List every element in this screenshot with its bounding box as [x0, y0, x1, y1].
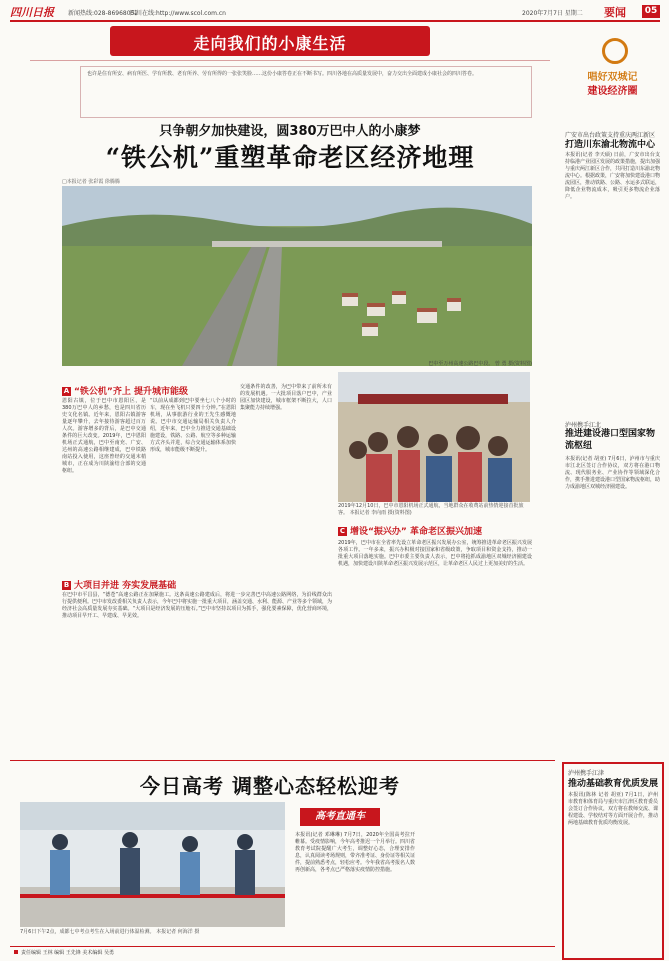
- masthead: [10, 4, 660, 22]
- sidebar-title-3: 推动基础教育优质发展: [568, 779, 659, 789]
- bottom-text: 本报讯(记者 邓琳琳) 7月7日，2020年全国高考拉开帷幕。受疫情影响，今年高考推迟一个月举行。四川省教育考试院提醒广大考生，调整好心态，合理安排作息，认真阅读考场规则，带齐准考证、身份证等相关证件，提前熟悉考点，轻松应考。今年我省高考报名人数再创新高，各考点已严格落实疫情防控措施。: [295, 832, 416, 873]
- issue-date: 2020年7月7日 星期二: [522, 10, 583, 17]
- highway-photo: [62, 186, 532, 366]
- toll-photo-graphic: [338, 372, 530, 502]
- divider: [30, 60, 550, 61]
- photo-caption-1: 巴中至万州高速公路巴中段。 曾 勇 摄(资料图): [428, 361, 532, 367]
- section-c-mark: C: [339, 527, 346, 535]
- column-title: 走向我们的小康生活: [193, 34, 347, 53]
- logo-ring-icon: [602, 38, 628, 64]
- photo-caption-3: 7月6日下午2点，成都七中考点考生在入场前进行体温检测。 本报记者 何海洋 摄: [20, 929, 200, 935]
- exam-photo-graphic: [20, 802, 285, 927]
- side-logo-line2: 建设经济圈: [587, 86, 638, 97]
- exam-photo: [20, 802, 285, 927]
- sidebar-head-2: 泸州携手江北: [565, 422, 602, 429]
- section-a-title: “铁公机”齐上 提升城市能级: [74, 387, 188, 397]
- sidebar-title-1: 打造川东渝北物流中心: [565, 140, 656, 150]
- main-title: “铁公机”重塑革命老区经济地理: [105, 143, 475, 172]
- section-b-text: 在巴中市平昌县，“德苍”高速公路正在加紧施工。这条高速公路建成后，将进一步完善巴中高速公路网络，为沿线群众出行提供便利。巴中市发改委相关负责人表示，今年巴中将实施一批重大项目，涵盖交通、水利、能源、产业等多个领域，为经济社会高质量发展夯实基础。“大项目是经济发展的压舱石。”巴中市坚持以项目为抓手，强化要素保障，优化营商环境，推动项目早开工、早建成、早见效。: [62, 592, 333, 619]
- intro-text: 也许是住有所安、病有所医、学有所教、老有所养、劳有所得的一张张笑脸……这份小康答卷正在不断书写。四川各地在高质量发展中，奋力交出全面建成小康社会的四川答卷。: [87, 71, 478, 77]
- toll-station-photo: [338, 372, 530, 502]
- bottom-title: 今日高考 调整心态轻松迎考: [140, 774, 400, 798]
- side-logo: [565, 30, 660, 110]
- footer: [10, 946, 555, 957]
- section-name: 要闻: [604, 6, 626, 19]
- section-a-text-1: 恩阳古镇，位于巴中市恩阳区，是380万巴中人的乡愁，也是四川省历史文化名镇。近年来，恩阳古镇游客量逐年攀升，去年接待游客超过百万人次。游客增多的背后，是巴中交通条件的巨大改变。2019年，巴中恩阳机场正式通航，巴中至南充、广安、达州的高速公路相继建成，巴中铁路南站投入使用，这座曾经的交通末梢城市，正在成为川陕渝结合部的交通枢纽。: [62, 398, 146, 474]
- section-b-mark: B: [63, 581, 70, 589]
- section-b-title: 大项目并进 夯实发展基础: [74, 581, 177, 591]
- intro-box: [80, 66, 532, 118]
- section-a-text-3: 交通条件的改善，为巴中带来了前所未有的发展机遇。一大批项目落户巴中，产业园区加快建设，城市框架不断拉大，人口集聚能力持续增强。: [240, 384, 332, 411]
- footer-editors: [14, 949, 114, 956]
- section-c-heading: [338, 524, 482, 537]
- main-byline: □本报记者 张彩霞 徐腾腾: [62, 179, 120, 185]
- news-hotline: 新闻热线:028-86968052: [68, 10, 139, 17]
- section-c-text: 2019年，巴中市在全省率先设立革命老区振兴发展办公室，统筹推进革命老区振兴发展各项工作。一年多来，振兴办积极对接国家和省级政策，争取项目和资金支持，推动一批重大项目落地实施。巴中市委主要负责人表示，巴中将抢抓成渝地区双城经济圈建设机遇，加快建设川陕革命老区振兴发展示范区，让革命老区人民过上更加美好的生活。: [338, 540, 532, 567]
- photo-caption-2: 2019年12月10日，巴中市恩阳机场正式通航，当地群众在收费站前热情迎接首批旅客。 本报记者 李向雨 摄(资料图): [338, 503, 524, 516]
- section-a-text-2: “以前从成都到巴中要坐七八个小时的车，现在坐飞机只要四十分钟。”在恩阳机场，从事旅游行业的王先生感慨地说。巴中市交通运输局相关负责人介绍，近年来，巴中全力推进交通基础设施建设，铁路、公路、航空等多种运输方式齐头并进，综合交通运输体系加快形成，城市能级不断提升。: [150, 398, 236, 453]
- sidebar-title-2: 推进建设港口型国家物流枢纽: [565, 429, 656, 451]
- side-logo-line1: 唱好双城记: [587, 72, 638, 83]
- sidebar-head-1: 广安市出台政策支持重庆两江新区: [565, 132, 656, 139]
- section-b-heading: [62, 578, 176, 591]
- sidebar-text-3: 本报讯(陈林 记者 胡亚) 7月1日，泸州市教育和体育局与重庆市江津区教育委员会签订合作协议，双方将在教师交流、课程建设、学校结对等方面开展合作，推动两地基础教育优质均衡发展。: [568, 792, 659, 826]
- highway-photo-graphic: [62, 186, 532, 366]
- footer-dot-icon: [14, 950, 18, 954]
- divider: [10, 760, 555, 761]
- section-a-mark: A: [63, 387, 70, 395]
- website: 四川在线:http://www.scol.com.cn: [130, 10, 226, 17]
- exam-column-logo: 高考直通车: [300, 808, 380, 826]
- sidebar-boxed-story: [562, 762, 664, 960]
- sidebar-head-3: 泸州携手江津: [568, 770, 605, 777]
- column-banner: [110, 26, 430, 56]
- section-c-title: 增设“振兴办” 革命老区振兴加速: [350, 527, 482, 537]
- footer-text: 责任编辑 王林 编辑 王先锋 美术编辑 吴勇: [21, 950, 114, 956]
- main-subtitle: 只争朝夕加快建设，圆380万巴中人的小康梦: [159, 124, 421, 139]
- sidebar-text-1: 本报讯(记者 李天硕) 日前，广安市出台支持临港产业园区发展的政策措施，提出加强与重庆两江新区合作，共同打造川东渝北物流中心。根据政策，广安将加快建设港口物流园区，推动铁路、公路、水运多式联运，降低企业物流成本，吸引更多物流企业落户。: [565, 152, 661, 200]
- paper-name: 四川日报: [10, 6, 54, 19]
- section-a-heading: [62, 384, 188, 397]
- page-number: 05: [642, 5, 660, 18]
- sidebar-text-2: 本报讯(记者 胡亚) 7月6日，泸州市与重庆市江北区签订合作协议，双方将在港口物流、现代服务业、产业协作等领域深化合作，携手推进建设港口型国家物流枢纽，助力成渝地区双城经济圈建设。: [565, 456, 661, 490]
